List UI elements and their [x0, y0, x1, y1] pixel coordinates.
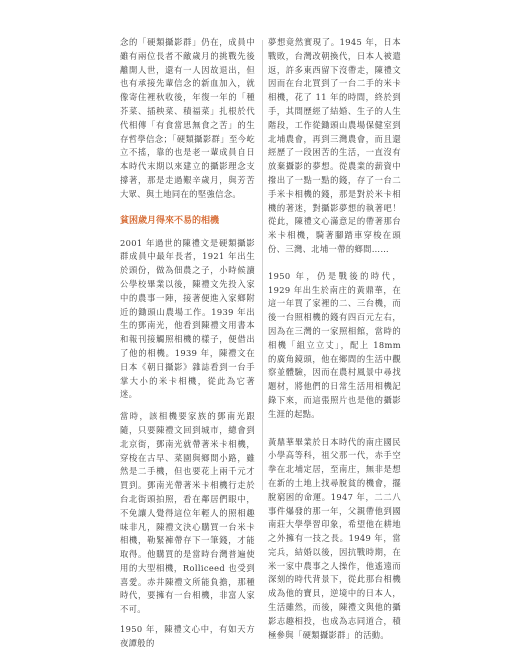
left-paragraph-1: 念的「硬類攝影群」仍在，成員中雖有兩位長者不敵歲月的挑戰先後離開人世，還有一人因故退出，但也有承接先輩信念的新血加入，就像寄住裡秋收後，年復一年的「種芥菜、插秧菜、積福菜」扎根於代代相傳「有食當思無食之苦」的生存哲學信念；「硬類攝影群」至今屹立不搖，靠的也是老一輩成員自日本時代末期以來建立的攝影理念支撐著，那是走過艱辛歲月，與芳苦大眾、與土地同在的堅強信念。 — [120, 37, 255, 199]
section-heading: 貧困歲月得來不易的相機 — [120, 215, 220, 226]
left-paragraph-3: 當時，該相機要家族的鄧南光跟隨，只要陳禮文回到城市，總會到北京街，鄧南光就帶著米卡相機，穿梭在古早、菜園與鄉間小路，雖然是二手機，但也要花上兩千元才買到。鄧南光帶著米卡相機行走於台北街頭拍照，看在鄰居們眼中，不免讓人覺得這位年輕人的照相趣味非凡，陳禮文決心購買一台米卡相機，勒緊褲帶存下一筆錢，才能取得。他購買的是當時台灣普遍使用的大型相機，Rolliceed 也受到喜愛。赤井陳禮文所能負擔，那種時代，要擁有一台相機，非富人家不可。 — [120, 411, 255, 615]
right-column — [268, 36, 401, 642]
right-paragraph-3: 黃鼎華畢業於日本時代的南庄國民小學高等科，祖父那一代，赤手空拳在北埔定居，至南庄，無非是想在新的土地上找尋脫貧的機會，擺脫窮困的命運。1947 年，二二八事件爆發的那一年，父親帶他到國南莊大學學習印象，希望他在耕地之外擁有一技之長。1949 年，當完兵，結婚以後，因抗戰時期，在米一家中農事之人操作，他遙遠而深刻的時代背景下，從此那台相機成為他的寶貝，逆境中的日本人，生活雖然，而後，陳禮文與他的攝影志趣相投，也成為志同道合，積極參與「硬類攝影群」的活動。 — [268, 436, 401, 640]
left-paragraph-4: 1950 年，陳禮文心中，有如天方夜譚般的 — [120, 624, 255, 648]
right-paragraph-1: 夢想竟然實現了。1945 年，日本戰敗，台灣改朝換代，日本人被遣返，許多東西留下沒帶走，陳禮文因而在台北買到了一台二手的米卡相機，花了 11 年的時間，終於到手，其間歷經了結婚、生子的人生階段，工作從鋤頭山農場保健室到北埔農會，再到三灣農會，而且還經歷了一段困苦的生活，一直沒有放棄攝影的夢想。從農業的薪資中撥出了一點一點的錢，存了一台二手米卡相機的錢，那是對於米卡相機的著迷，對攝影夢想的執著吧！從此，陳禮文心滿意足的帶著那台米卡相機，騎著腳踏車穿梭在頭份、三灣、北埔一帶的鄉間…… — [268, 37, 401, 254]
left-column — [120, 36, 255, 651]
right-paragraph-2: 1950 年，仍是戰後的時代，1929 年出生於南庄的黃鼎華，在這一年買了家裡的二、三台機，而後一台照相機的錢有四百元左右，因為在三灣的一家照相館，當時的相機「組立立丈」，配上 18mm 的廣角鏡頭，他在鄉間的生活中觀察並體驗，因而在農村風景中尋找題材，將他們的日常生活用相機記錄下來，而這張照片也是他的攝影生涯的起點。 — [268, 270, 401, 419]
left-paragraph-2: 2001 年過世的陳禮文是硬類攝影群成員中最年長者，1921 年出生於頭份，做為佃農之子，小時候讀公學校畢業以後，陳禮文先投入家中的農事一陣，接著便進入家鄉附近的鋤頭山農場工作。1939 年出生的鄧南光，他看到陳禮文用書本和報刊接觸照相機的樣子，便借出了他的相機。1939 年，陳禮文在日本《朝日攝影》雜誌看到一台手掌大小的米卡相機，從此為它著迷。 — [120, 237, 255, 400]
column-divider — [262, 40, 263, 490]
